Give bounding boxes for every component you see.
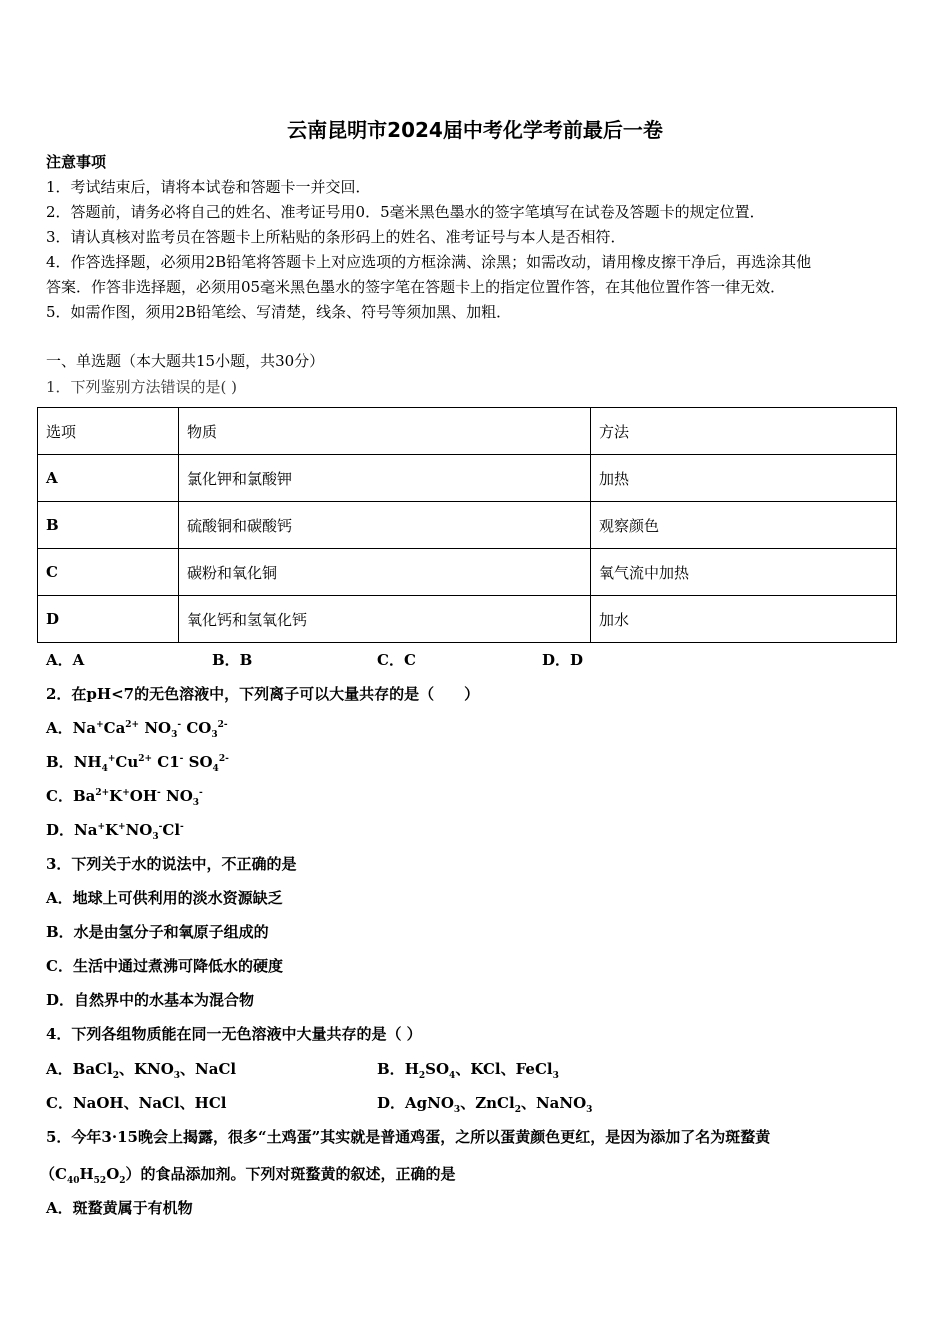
- question-1-stem: 1．下列鉴别方法错误的是( ): [46, 378, 238, 396]
- formula-subscript: 4: [101, 764, 108, 774]
- q3-choice-c: C．生活中通过煮沸可降低水的硬度: [46, 957, 283, 975]
- notice-item: 答案．作答非选择题，必须用05毫米黑色墨水的签字笔在答题卡上的指定位置作答，在其他位置作答一律无效．: [46, 278, 786, 296]
- table-cell: 加水: [591, 596, 897, 643]
- formula-subscript: 3: [192, 798, 200, 808]
- q5-choice-a: A．斑蝥黄属于有机物: [46, 1199, 193, 1217]
- formula-text: H: [79, 1165, 94, 1183]
- formula-text: NH: [73, 753, 102, 771]
- formula-text: OH: [129, 787, 158, 805]
- q1-choice-b: B．B: [212, 651, 253, 669]
- q1-choice-c: C．C: [377, 651, 416, 669]
- formula-text: SO: [183, 753, 213, 771]
- notice-item: 4．作答选择题，必须用2B铅笔将答题卡上对应选项的方框涂满、涂黑；如需改动，请用橡皮擦干净后，再选涂其他: [46, 253, 812, 271]
- formula-subscript: 3: [453, 1105, 461, 1115]
- q2-choice-b: [46, 752, 229, 772]
- formula-superscript: -: [177, 720, 182, 730]
- formula-text: K: [105, 821, 119, 839]
- formula-text: Ba: [72, 787, 96, 805]
- formula-subscript: 3: [171, 730, 178, 740]
- formula-text: （C: [40, 1165, 67, 1183]
- choice-label: A．: [46, 1060, 73, 1078]
- formula-text: K: [109, 787, 123, 805]
- notice-item: 3．请认真核对监考员在答题卡上所粘贴的条形码上的姓名、准考证号与本人是否相符．: [46, 228, 626, 246]
- formula-text: Cu: [115, 753, 139, 771]
- formula-superscript: 2-: [217, 720, 228, 730]
- stem-text: ）的食品添加剂。下列对斑蝥黄的叙述，正确的是: [125, 1165, 456, 1183]
- q4-choice-a: [46, 1059, 236, 1079]
- notice-item: 5．如需作图，须用2B铅笔绘、写清楚，线条、符号等须加黑、加粗．: [46, 303, 512, 321]
- formula-text: H: [404, 1060, 419, 1078]
- formula-superscript: +: [107, 754, 116, 764]
- table-row: [38, 549, 897, 596]
- table-cell: 氯化钾和氯酸钾: [179, 455, 591, 502]
- formula-superscript: 2+: [95, 788, 110, 798]
- question-4-stem: 4．下列各组物质能在同一无色溶液中大量共存的是（ ）: [46, 1025, 422, 1043]
- formula-superscript: -: [158, 822, 163, 832]
- formula-superscript: +: [118, 822, 126, 832]
- formula-subscript: 3: [586, 1105, 593, 1115]
- q1-choice-d: D．D: [542, 651, 584, 669]
- formula-text: Na: [74, 821, 98, 839]
- formula-superscript: +: [122, 788, 130, 798]
- formula-text: 、NaCl: [180, 1060, 237, 1078]
- formula-text: Ca: [103, 719, 126, 737]
- formula-text: NO: [139, 719, 172, 737]
- q2-choice-c: [46, 786, 203, 806]
- formula-text: AgNO: [405, 1094, 454, 1112]
- formula-subscript: 3: [552, 1071, 559, 1081]
- formula-text: 、NaNO: [520, 1094, 587, 1112]
- table-cell: B: [38, 502, 179, 549]
- table-row: [38, 502, 897, 549]
- table-cell: 碳粉和氧化铜: [179, 549, 591, 596]
- choice-label: D．: [377, 1094, 406, 1112]
- choice-label: B．: [377, 1060, 405, 1078]
- formula-text: 、ZnCl: [460, 1094, 515, 1112]
- formula-subscript: 2: [514, 1105, 521, 1115]
- table-cell: 氧气流中加热: [591, 549, 897, 596]
- table-cell: 观察颜色: [591, 502, 897, 549]
- table-cell: D: [38, 596, 179, 643]
- choice-label: C．: [46, 787, 73, 805]
- table-header-cell: 选项: [38, 408, 179, 455]
- notice-heading: 注意事项: [46, 153, 107, 171]
- q4-choice-b: [377, 1059, 559, 1079]
- formula-subscript: 2: [119, 1176, 126, 1186]
- formula-subscript: 52: [93, 1176, 107, 1186]
- section-heading: 一、单选题（本大题共15小题，共30分）: [46, 352, 325, 370]
- table-header-row: [38, 408, 897, 455]
- formula-superscript: -: [179, 754, 184, 764]
- table-cell: C: [38, 549, 179, 596]
- q3-choice-d: D．自然界中的水基本为混合物: [46, 991, 255, 1009]
- choice-label: D．: [46, 821, 75, 839]
- formula-superscript: 2+: [125, 720, 140, 730]
- formula-text: BaCl: [72, 1060, 113, 1078]
- choice-label: B．: [46, 753, 74, 771]
- table-header-cell: 方法: [591, 408, 897, 455]
- q3-choice-a: A．地球上可供利用的淡水资源缺乏: [46, 889, 283, 907]
- formula-superscript: -: [180, 822, 184, 832]
- formula-text: NO: [125, 821, 153, 839]
- q1-choice-a: A．A: [46, 651, 85, 669]
- table-row: [38, 596, 897, 643]
- choice-label: A．: [46, 719, 73, 737]
- question-5-stem: 5．今年3·15晚会上揭露，很多“土鸡蛋”其实就是普通鸡蛋，之所以蛋黄颜色更红，是因为添加了名为斑蝥黄: [46, 1128, 771, 1146]
- formula-subscript: 2: [112, 1071, 119, 1081]
- formula-subscript: 4: [212, 764, 219, 774]
- formula-subscript: 3: [211, 730, 218, 740]
- table-cell: 硫酸铜和碳酸钙: [179, 502, 591, 549]
- question-5-stem-cont: [40, 1164, 456, 1184]
- q2-choice-a: [46, 718, 228, 738]
- formula-superscript: -: [157, 788, 161, 798]
- formula-subscript: 3: [173, 1071, 181, 1081]
- formula-text: 、KCl、FeCl: [455, 1060, 553, 1078]
- page-title: 云南昆明市2024届中考化学考前最后一卷: [287, 118, 663, 142]
- formula-subscript: 40: [66, 1176, 80, 1186]
- q4-choice-c: C．NaOH、NaCl、HCl: [46, 1094, 227, 1112]
- table-cell: 氧化钙和氢氧化钙: [179, 596, 591, 643]
- q2-choice-d: [46, 820, 184, 840]
- formula-superscript: -: [199, 788, 203, 798]
- notice-item: 2．答题前，请务必将自己的姓名、准考证号用0．5毫米黑色墨水的签字笔填写在试卷及答题卡的规定位置．: [46, 203, 765, 221]
- formula-subscript: 3: [152, 832, 159, 842]
- table-cell: 加热: [591, 455, 897, 502]
- formula-text: 、KNO: [118, 1060, 174, 1078]
- formula-text: NO: [160, 787, 193, 805]
- table-header-cell: 物质: [179, 408, 591, 455]
- q4-choice-d: [377, 1093, 592, 1113]
- notice-item: 1．考试结束后，请将本试卷和答题卡一并交回．: [46, 178, 371, 196]
- formula-text: SO: [425, 1060, 450, 1078]
- formula-superscript: 2-: [218, 754, 229, 764]
- formula-superscript: 2+: [138, 754, 153, 764]
- formula-superscript: +: [97, 822, 105, 832]
- formula-text: C1: [152, 753, 180, 771]
- options-table: [37, 407, 897, 643]
- formula-superscript: +: [96, 720, 104, 730]
- formula-text: O: [106, 1165, 120, 1183]
- table-cell: A: [38, 455, 179, 502]
- formula-text: Cl: [162, 821, 181, 839]
- formula-text: Na: [72, 719, 97, 737]
- formula-text: CO: [181, 719, 212, 737]
- question-3-stem: 3．下列关于水的说法中，不正确的是: [46, 855, 297, 873]
- q3-choice-b: B．水是由氢分子和氧原子组成的: [46, 923, 269, 941]
- formula-subscript: 2: [418, 1071, 426, 1081]
- formula-subscript: 4: [449, 1071, 456, 1081]
- question-2-stem: 2．在pH<7的无色溶液中，下列离子可以大量共存的是（ ）: [46, 685, 480, 703]
- table-row: [38, 455, 897, 502]
